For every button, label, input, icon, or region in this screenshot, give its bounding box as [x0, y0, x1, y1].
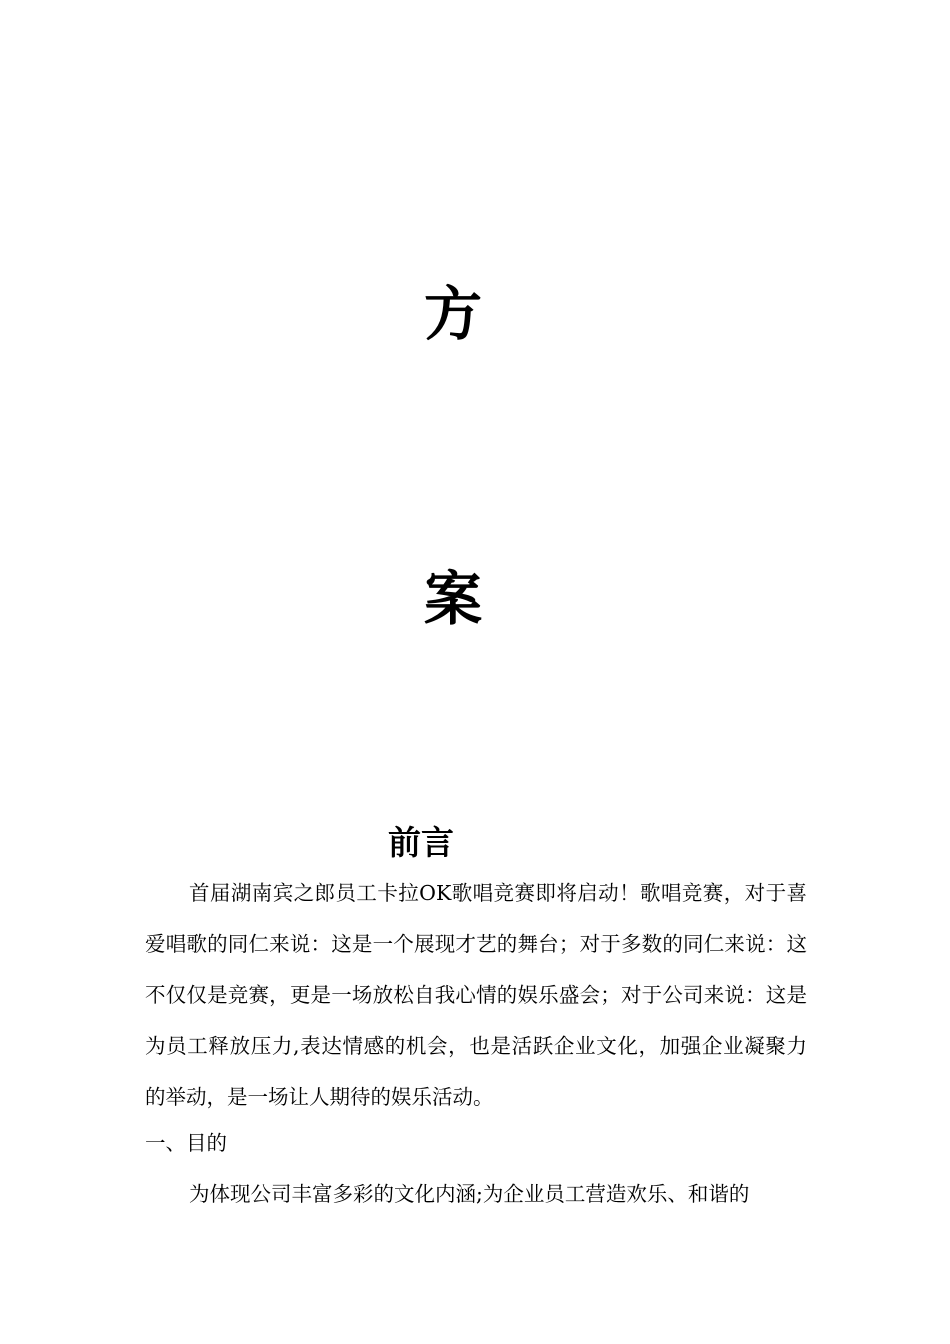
section-purpose-paragraph: 为体现公司丰富多彩的文化内涵;为企业员工营造欢乐、和谐的	[189, 1182, 750, 1206]
title-char-fang: 方	[423, 280, 482, 348]
section-purpose-title: 一、目的	[145, 1131, 227, 1155]
preface-paragraph: 首届湖南宾之郎员工卡拉OK歌唱竞赛即将启动！歌唱竞赛，对于喜爱唱歌的同仁来说：这是一个展现才艺的舞台；对于多数的同仁来说：这不仅仅是竞赛，更是一场放松自我心情的娱乐盛会；对于公司来说：这是为员工释放压力,表达情感的机会，也是活跃企业文化，加强企业凝聚力的举动，是一场让人期待的娱乐活动。	[145, 881, 807, 1109]
preface-heading: 前言	[388, 823, 454, 862]
title-char-an: 案	[423, 565, 482, 633]
